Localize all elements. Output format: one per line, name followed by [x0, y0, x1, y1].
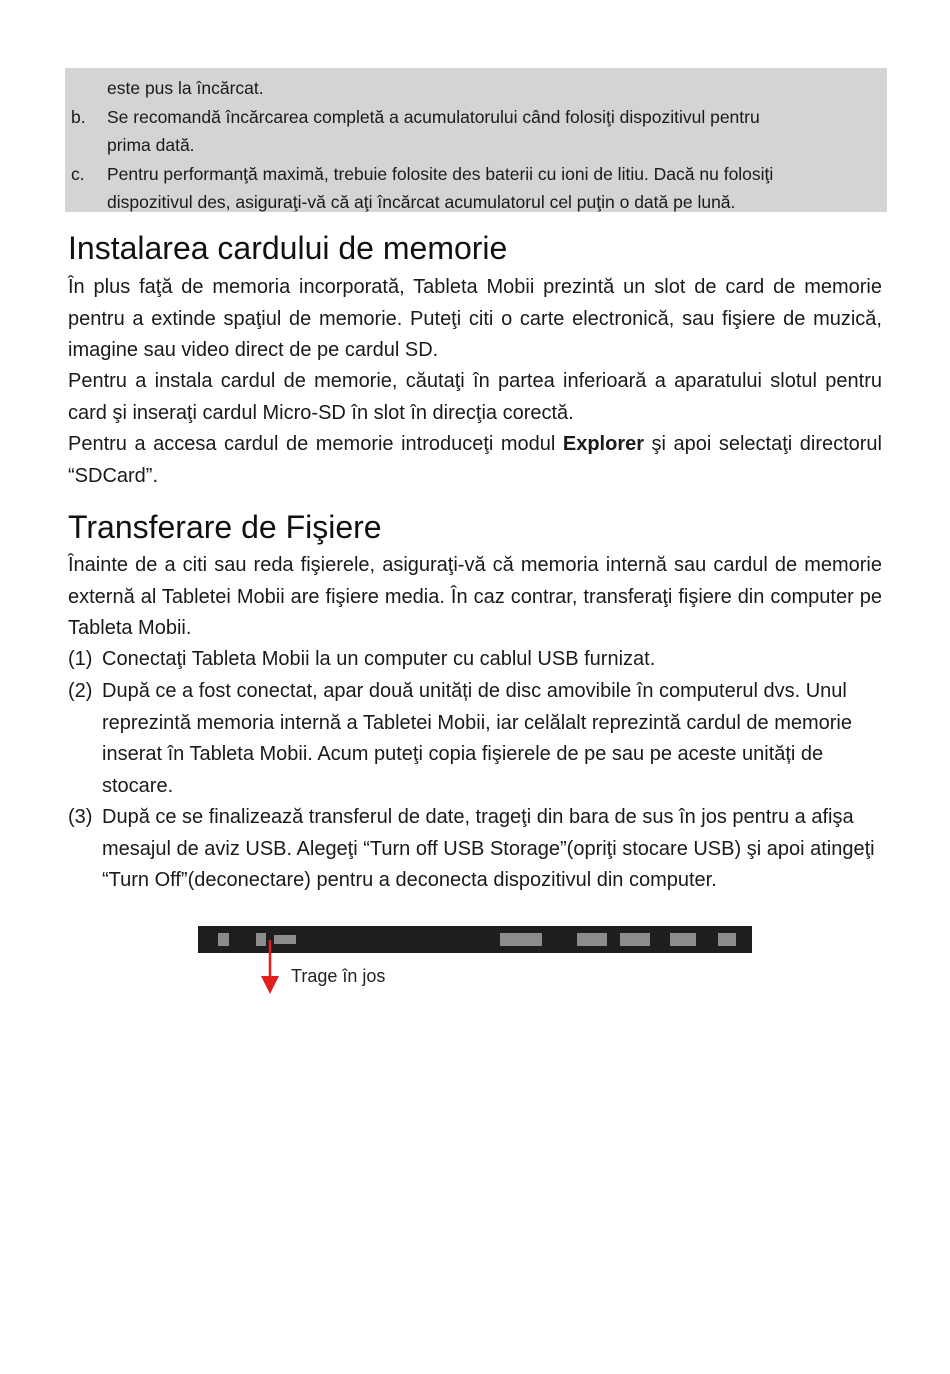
- note-text: Pentru performanţă maximă, trebuie folosite des baterii cu ioni de litiu. Dacă nu folosiţi: [107, 163, 774, 184]
- note-text: prima dată.: [107, 135, 195, 155]
- note-line: [71, 188, 873, 217]
- volume-down-icon: [577, 933, 607, 946]
- step-text: După ce se finalizează transferul de date, trageţi din bara de sus în jos pentru a afişa mesajul de aviz USB. Alegeţi “Turn off USB Storage”(opriţi stocare USB) şi apoi atingeţi “Turn Off”(deconectare) pentru a deconecta dispozitivul din computer.: [102, 806, 875, 891]
- list-item: [68, 644, 882, 676]
- note-text: dispozitivul des, asiguraţi-vă că aţi încărcat acumulatorul cel puţin o dată pe lună.: [107, 192, 736, 212]
- note-line: [71, 74, 873, 103]
- volume-up-icon: [620, 933, 650, 946]
- note-line: [71, 131, 873, 160]
- tablet-status-bar-image: [198, 926, 752, 953]
- home-icon: [218, 933, 229, 946]
- explorer-keyword: Explorer: [562, 433, 645, 455]
- note-line: [71, 103, 873, 132]
- step-number: (1): [68, 648, 93, 670]
- step-text: După ce a fost conectat, apar două unități de disc amovibile în computerul dvs. Unul reprezintă memoria internă a Tabletei Mobii, iar celălalt reprezintă cardul de memorie inserat în Tableta Mobii. Acum puteţi copia fişierele de pe sau pe aceste unități de stocare.: [102, 680, 852, 797]
- note-marker: c.: [71, 163, 85, 184]
- paragraph-access-card: [68, 429, 882, 492]
- note-text: este pus la încărcat.: [107, 78, 264, 98]
- step-text: Conectaţi Tableta Mobii la un computer cu cablul USB furnizat.: [102, 648, 656, 670]
- step-number: (3): [68, 806, 93, 828]
- pull-down-arrow-icon: [261, 940, 279, 994]
- paragraph-install-card: Pentru a instala cardul de memorie, căutaţi în partea inferioară a aparatului slotul pentru card şi inseraţi cardul Micro-SD în slot în direcţia corectă.: [68, 370, 882, 424]
- note-box: [65, 68, 887, 212]
- paragraph-transfer-intro: Înainte de a citi sau reda fişierele, asiguraţi-vă că memoria internă sau cardul de memorie externă al Tabletei Mobii are fişiere media. În caz contrar, transferaţi fişiere din computer pe Tableta Mobii.: [68, 554, 882, 639]
- step-number: (2): [68, 680, 93, 702]
- pull-down-label: Trage în jos: [291, 966, 386, 986]
- back-icon: [670, 933, 696, 946]
- note-text: Se recomandă încărcarea completă a acumulatorului când folosiţi dispozitivul pentru: [107, 106, 760, 127]
- paragraph-memory-intro: În plus faţă de memoria incorporată, Tableta Mobii prezintă un slot de card de memorie pentru a extinde spaţiul de memorie. Puteţi citi o carte electronică, sau fişiere de muzică, imagine sau video direct de pe cardul SD.: [68, 276, 882, 361]
- text-segment: Pentru a accesa cardul de memorie introduceţi modul: [68, 433, 563, 455]
- section-heading-memory-card: Instalarea cardului de memorie: [68, 230, 508, 266]
- menu-icon: [718, 933, 736, 946]
- list-item: [68, 802, 882, 897]
- text-segment: şi apoi selectaţi directorul “SDCard”.: [68, 433, 883, 487]
- section-heading-file-transfer: Transferare de Fişiere: [68, 509, 382, 545]
- list-item: [68, 676, 882, 802]
- note-marker: b.: [71, 106, 86, 127]
- clock-battery-icon: [500, 933, 542, 946]
- note-line: [71, 160, 873, 189]
